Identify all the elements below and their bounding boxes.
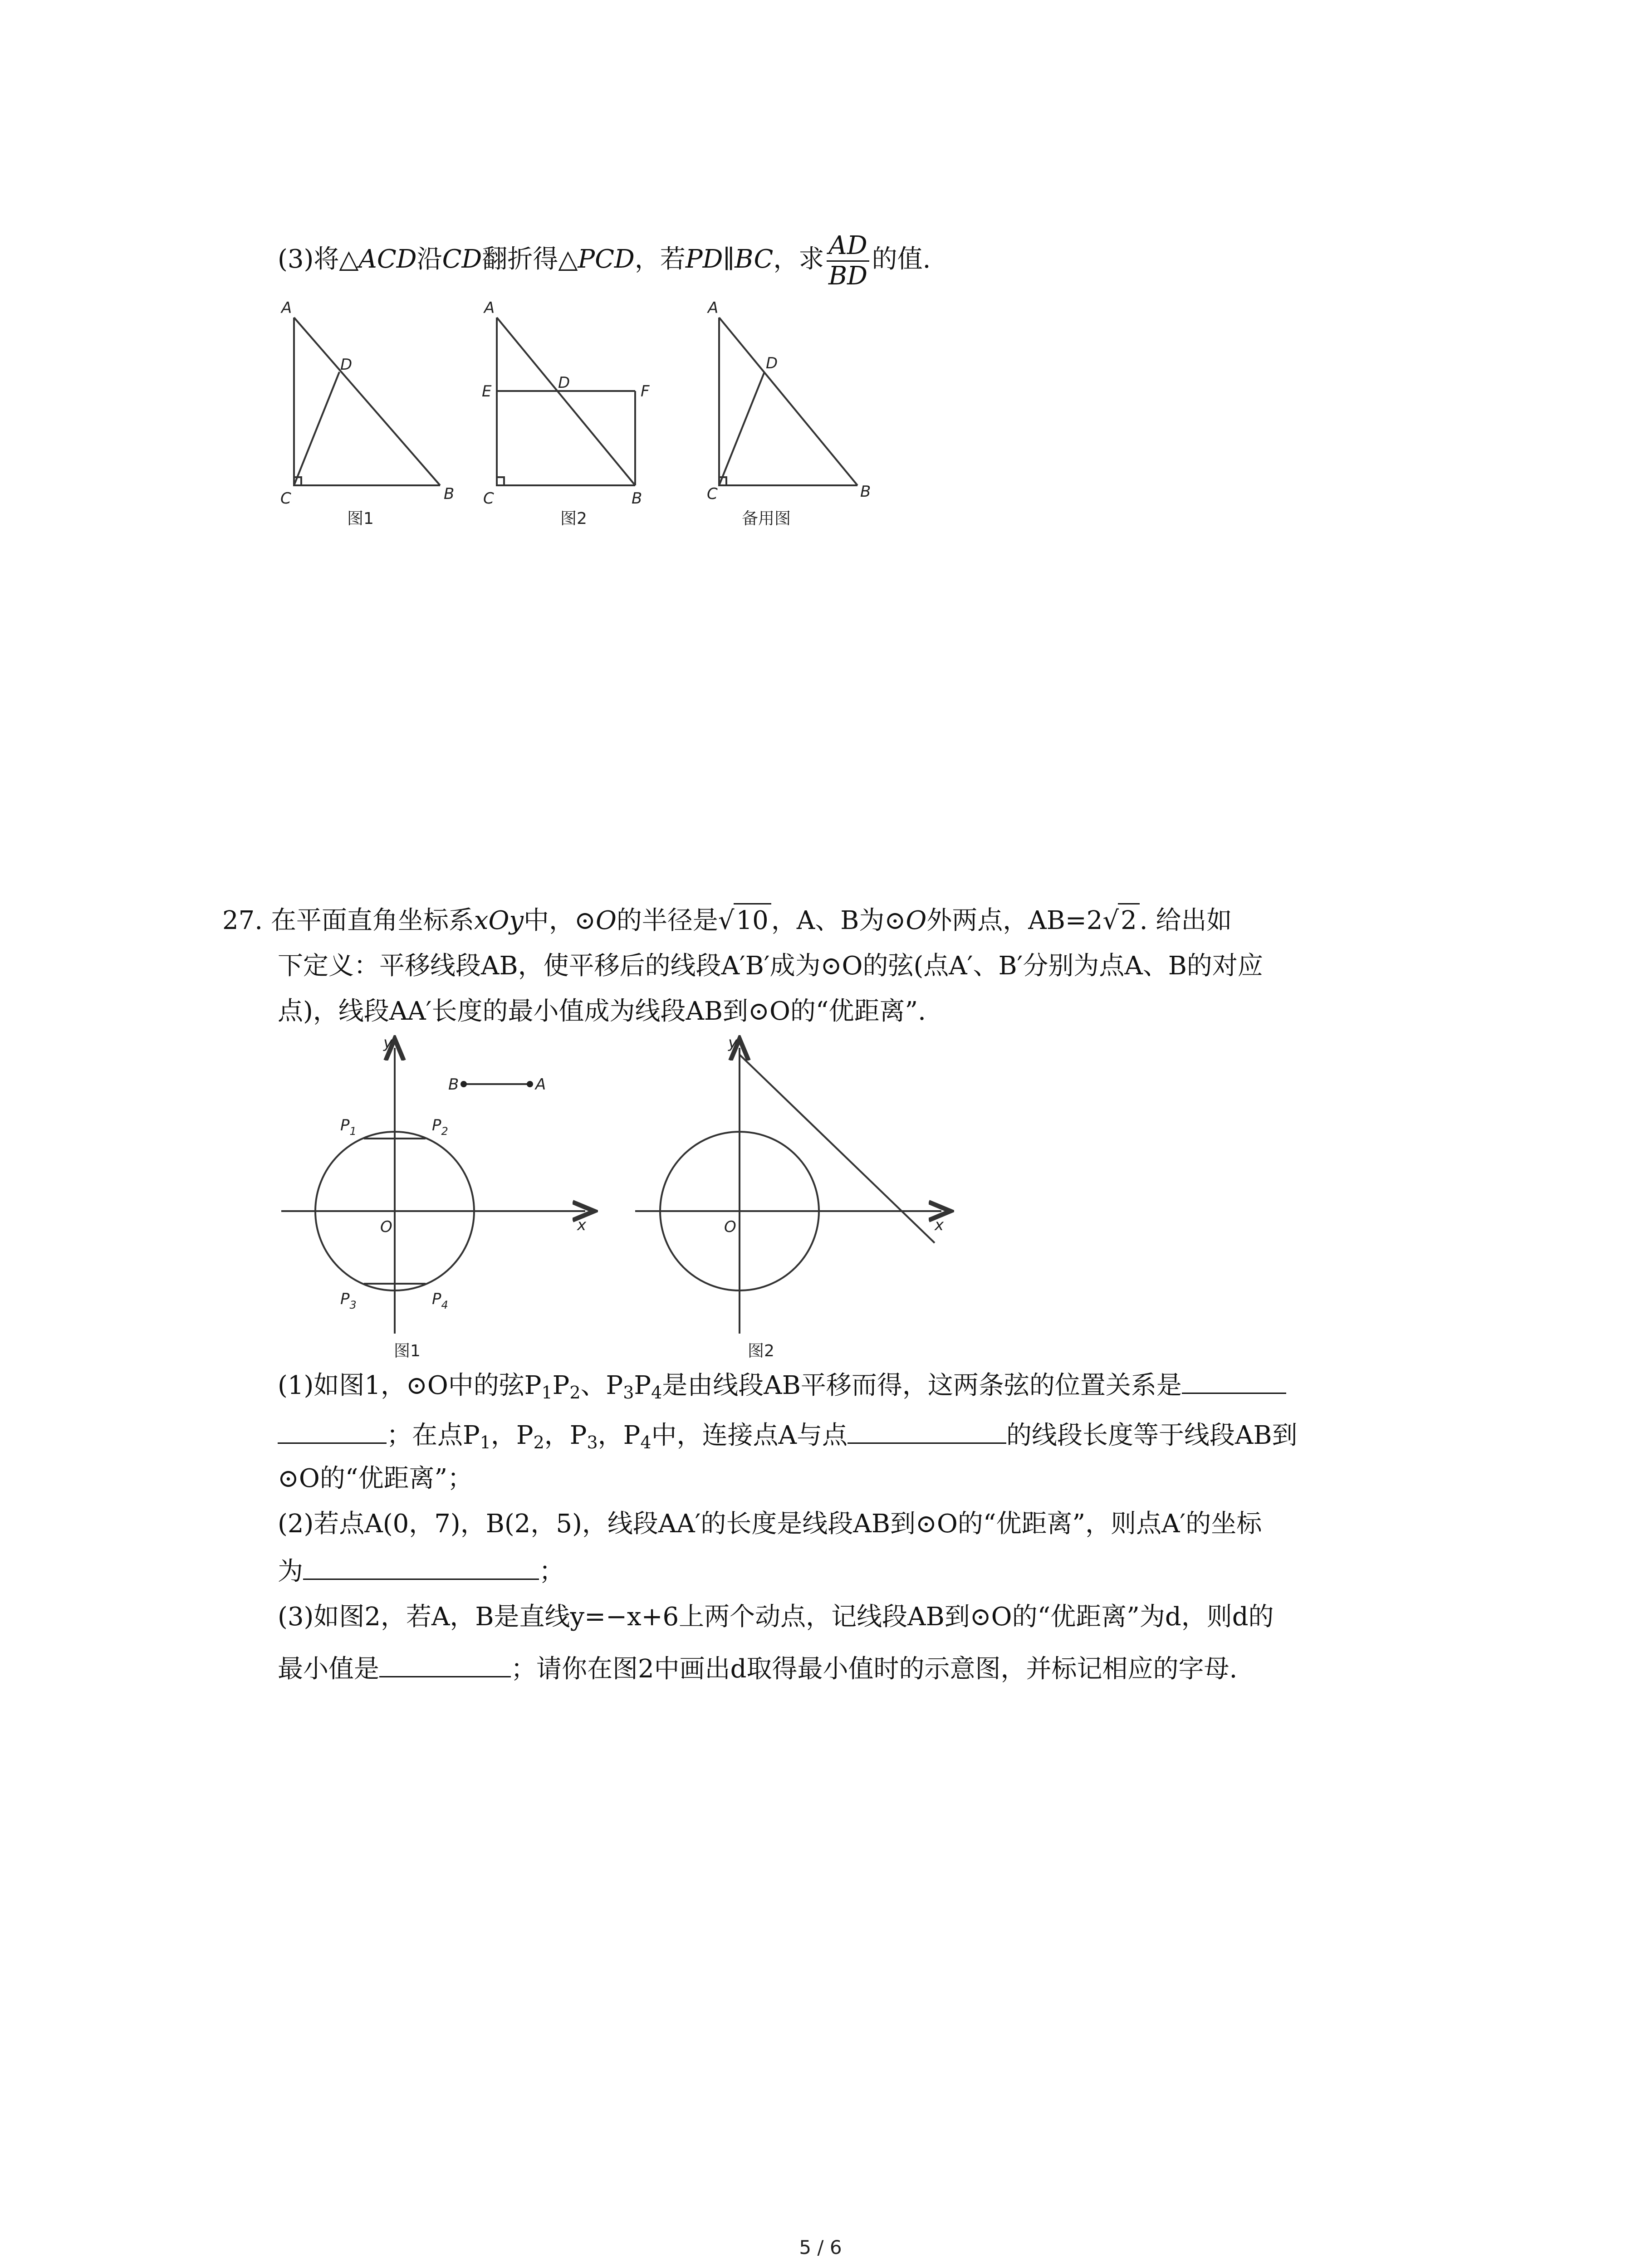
q27-part2-line-1: (2)若点A(0，7)，B(2，5)，线段AA′的长度是线段AB到⊙O的“优距离”，则点A′的坐标 [278,1509,1262,1539]
ad-over-bd-fraction: $\frac{AD}{BD}$ [827,231,869,291]
q26-figures [272,290,907,544]
answer-blank[interactable] [278,1415,387,1444]
origin-label: O [380,1218,392,1236]
fig1-caption: 图1 [394,1342,421,1360]
p4-label: $P_4$ [432,1290,448,1311]
label-c: C [707,485,718,503]
q27-part1-line-1: (1)如图1，⊙O中的弦$P_1P_2$、$P_3P_4$是由线段AB平移而得，这两条弦的位置关系是 [278,1365,1286,1411]
label-c: C [280,489,291,508]
answer-blank[interactable] [303,1551,539,1580]
y-axis-label: y [728,1034,738,1052]
point-b-label: B [448,1075,459,1094]
label-f: F [641,382,650,401]
q26-part3-line: (3)将△ACD沿CD翻折得△PCD，若PD∥BC，求 $\frac{AD}{BD}$ 的值. [278,231,931,291]
label-a: A [484,299,495,317]
sqrt-10: 10 [734,903,771,937]
q27-part1-line-2: ；在点$P_1$，$P_2$，$P_3$，$P_4$中，连接点A与点 的线段长度等于线段AB到 [278,1415,1298,1461]
spare-figure-caption: 备用图 [742,509,791,528]
label-a: A [708,299,719,317]
q27-part3-line-2: 最小值是 ；请你在图2中画出d取得最小值时的示意图，并标记相应的字母. [278,1649,1237,1687]
label-b: B [632,489,642,508]
label-b: B [444,485,455,503]
question-number: 27. [222,906,263,935]
answer-blank[interactable] [379,1649,511,1677]
x-axis-label: x [935,1216,944,1234]
x-axis-label: x [577,1216,587,1234]
label-d: D [558,374,570,392]
q27-part3-line-1: (3)如图2，若A，B是直线y=−x+6上两个动点，记线段AB到⊙O的“优距离”为d，则d的 [278,1602,1274,1632]
label-b: B [860,483,871,501]
answer-blank[interactable] [847,1415,1006,1444]
page-number: 5 / 6 [799,2236,842,2258]
label-a: A [281,299,292,317]
q27-line-1: 27. 在平面直角坐标系xOy中，⊙O的半径是√10 ，A、B为⊙O外两点，AB=2√2 . 给出如 [222,903,1232,939]
fig2-caption: 图2 [748,1342,774,1360]
y-axis-label: y [383,1034,393,1052]
label-d: D [340,356,353,374]
label-d: D [766,354,778,372]
p3-label: $P_3$ [340,1290,357,1311]
origin-label: O [724,1218,736,1236]
q27-line-3: 点)，线段AA′长度的最小值成为线段AB到⊙O的“优距离”. [278,997,926,1026]
q27-part1-line-3: ⊙O的“优距离”； [278,1464,473,1493]
p1-label: $P_1$ [340,1116,357,1138]
fig2-caption: 图2 [560,509,587,528]
label-e: E [482,382,492,401]
p2-label: $P_2$ [432,1116,448,1138]
q27-line-2: 下定义：平移线段AB，使平移后的线段A′B′成为⊙O的弦(点A′、B′分别为点A、B的对应 [278,951,1263,981]
q27-figures [272,1030,998,1361]
label-c: C [483,489,494,508]
answer-blank[interactable] [1182,1365,1286,1394]
point-a-label: A [535,1075,546,1094]
sqrt-2: 2 [1118,903,1140,937]
fig1-caption: 图1 [347,509,374,528]
q27-part2-line-2: 为 ； [278,1551,564,1590]
